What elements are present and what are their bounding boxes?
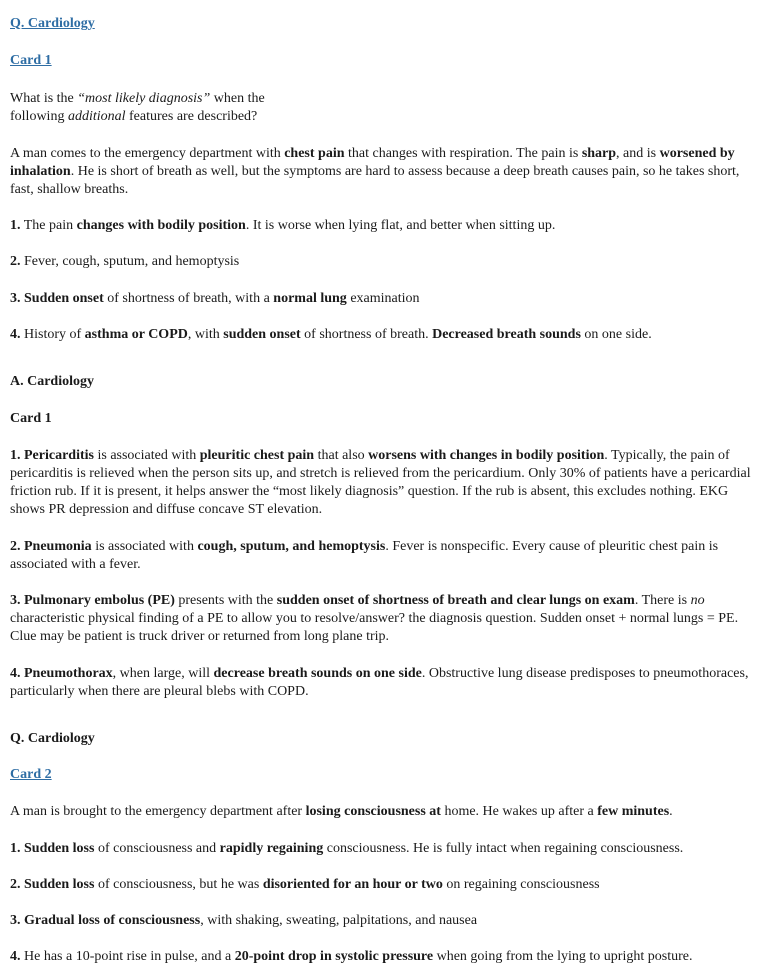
question-prompt: What is the “most likely diagnosis” when the following additional features are described? (10, 91, 265, 124)
answer-item-3: 3. Pulmonary embolus (PE) presents with the sudden onset of shortness of breath and clear lungs on exam. There is no characteristic physical finding of a PE to allow you to resolve/answer? the diagnosis question. Sudden onset + normal lungs = PE. Clue may be patient is truck driver or returned from long plane trip. (10, 593, 739, 644)
feature2-item-2: 2. Sudden loss of consciousness, but he was disoriented for an hour or two on regaining consciousness (10, 877, 600, 892)
feature-item-4: 4. History of asthma or COPD, with sudden onset of shortness of breath. Decreased breath sounds on one side. (10, 327, 652, 342)
answer-card-title: Card 1 (10, 411, 52, 426)
feature2-item-1: 1. Sudden loss of consciousness and rapidly regaining consciousness. He is fully intact when regaining consciousness. (10, 841, 684, 856)
section-title-q2: Q. Cardiology (10, 731, 95, 746)
section-link-q-cardiology[interactable]: Q. Cardiology (10, 16, 95, 31)
case-vignette: A man comes to the emergency department with chest pain that changes with respiration. The pain is sharp, and is worsened by inhalation. He is short of breath as well, but the symptoms are hard to assess because a deep breath causes pain, so he takes short, fast, shallow breaths. (10, 146, 740, 197)
answer-item-4: 4. Pneumothorax, when large, will decrease breath sounds on one side. Obstructive lung disease predisposes to pneumothoraces, particularly when there are pleural blebs with COPD. (10, 666, 749, 699)
card-2-link[interactable]: Card 2 (10, 767, 52, 782)
card-1-link[interactable]: Card 1 (10, 53, 52, 68)
feature-item-2: 2. Fever, cough, sputum, and hemoptysis (10, 254, 240, 269)
answer-section-title: A. Cardiology (10, 374, 94, 389)
answer-item-1: 1. Pericarditis is associated with pleuritic chest pain that also worsens with changes in bodily position. Typically, the pain of pericarditis is relieved when the person sits up, and stretch is relieved from the pericardium. Only 30% of patients have a pericardial friction rub. If it is present, it helps answer the “most likely diagnosis” question. If the rub is absent, this excludes nothing. EKG shows PR depression and diffuse concave ST elevation. (10, 448, 751, 517)
feature2-item-3: 3. Gradual loss of consciousness, with shaking, sweating, palpitations, and nausea (10, 913, 478, 928)
feature2-item-4: 4. He has a 10-point rise in pulse, and a 20-point drop in systolic pressure when going from the lying to upright posture. (10, 949, 693, 964)
feature-item-3: 3. Sudden onset of shortness of breath, with a normal lung examination (10, 291, 420, 306)
case-vignette-2: A man is brought to the emergency department after losing consciousness at home. He wakes up after a few minutes. (10, 804, 673, 819)
answer-item-2: 2. Pneumonia is associated with cough, sputum, and hemoptysis. Fever is nonspecific. Every cause of pleuritic chest pain is associated with a fever. (10, 539, 719, 572)
feature-item-1: 1. The pain changes with bodily position. It is worse when lying flat, and better when sitting up. (10, 218, 556, 233)
